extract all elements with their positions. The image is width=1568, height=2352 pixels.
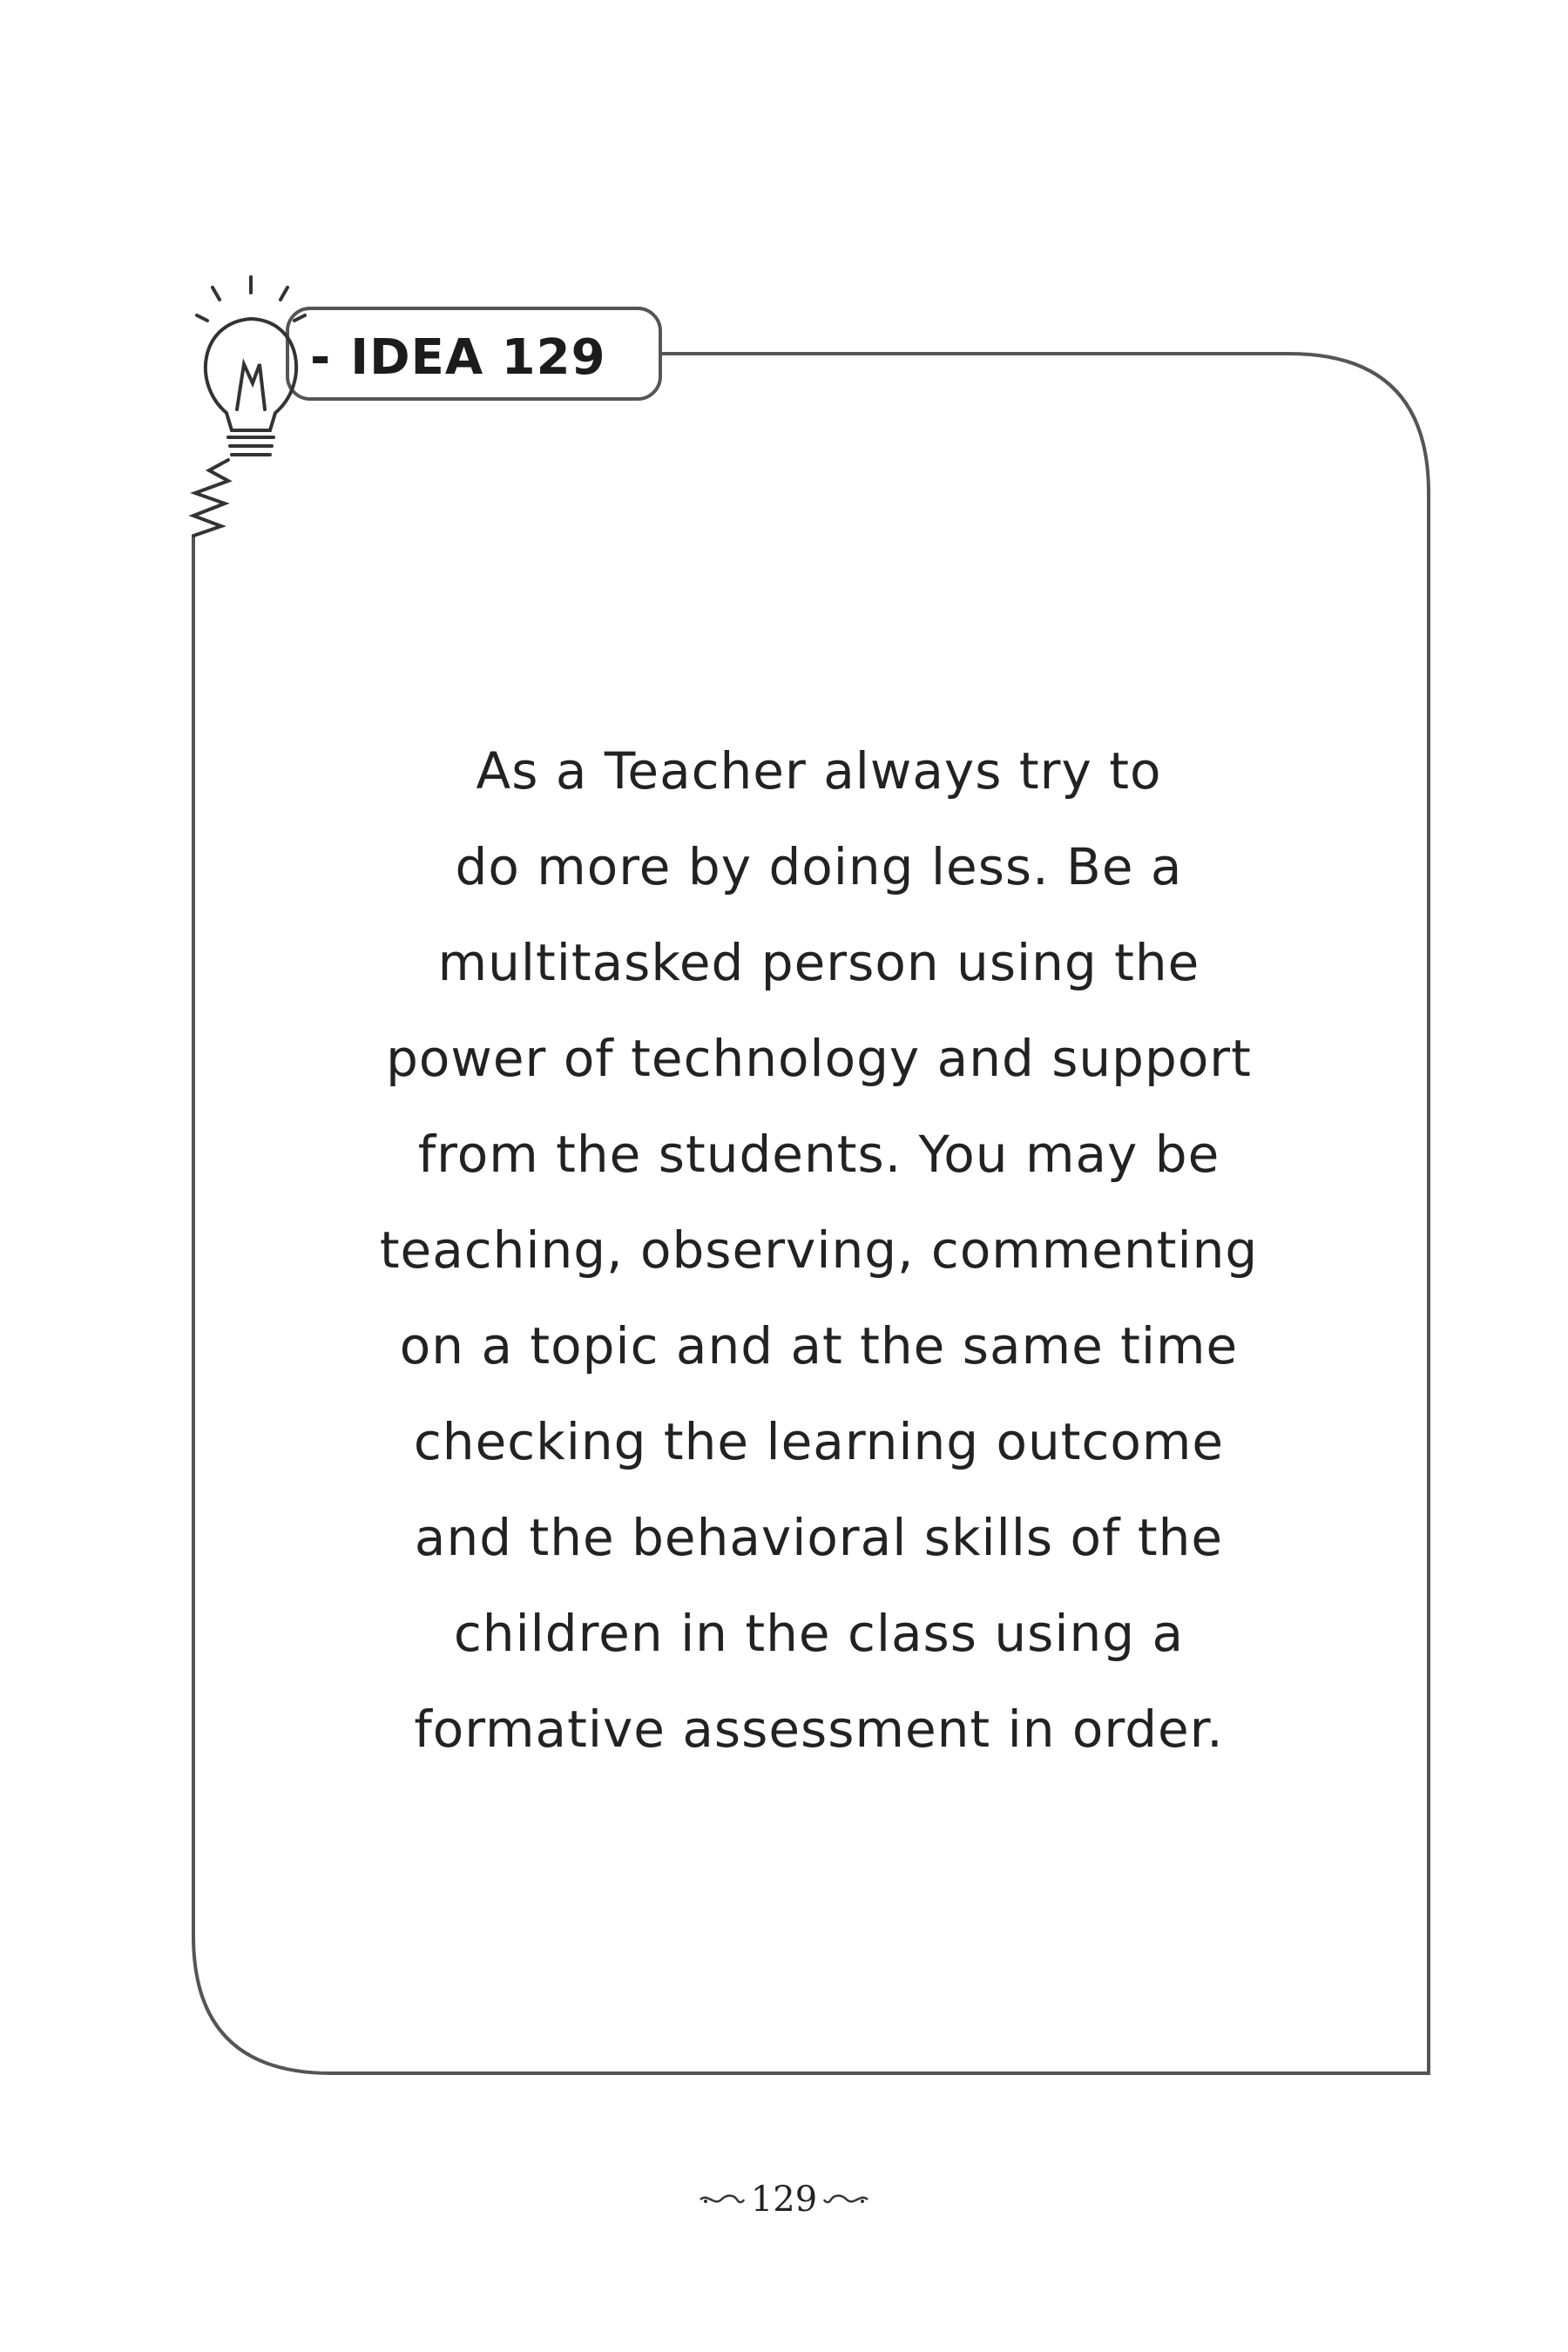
idea-body <box>253 723 1385 1777</box>
idea-heading <box>310 322 659 392</box>
body-line: from the students. You may be <box>417 1125 1220 1184</box>
lightbulb-icon <box>193 277 305 536</box>
flourish-right-icon <box>822 2191 869 2208</box>
body-line: children in the class using a <box>453 1604 1185 1663</box>
page-number: 129 <box>750 2180 818 2220</box>
body-line: and the behavioral skills of the <box>414 1508 1224 1567</box>
body-line: formative assessment in order. <box>414 1700 1224 1759</box>
body-line: multitasked person using the <box>437 933 1200 992</box>
body-line: on a topic and at the same time <box>399 1316 1239 1375</box>
idea-title: IDEA 129 <box>350 328 606 386</box>
body-line: teaching, observing, commenting <box>379 1220 1259 1280</box>
body-line: power of technology and support <box>386 1029 1252 1088</box>
idea-dash: - <box>310 328 332 386</box>
body-line: do more by doing less. Be a <box>455 837 1183 896</box>
body-line: As a Teacher always try to <box>476 741 1162 801</box>
body-line: checking the learning outcome <box>413 1412 1225 1471</box>
page-number-footer <box>697 2173 871 2226</box>
flourish-left-icon <box>699 2191 746 2208</box>
